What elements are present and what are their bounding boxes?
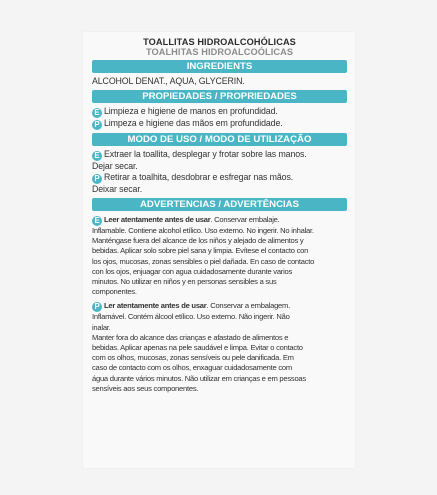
properties-pt-text: Limpeza e higiene das mãos em profundidade. bbox=[104, 118, 283, 128]
warnings-pt-line5: bebidas. Aplicar apenas na pele saudável e limpa. Evitar o contacto bbox=[92, 343, 303, 353]
label-content bbox=[92, 37, 347, 394]
warnings-es bbox=[92, 215, 347, 297]
warnings-pt-line4: Manter fora do alcance das crianças e afastado de alimentos e bbox=[92, 332, 289, 342]
warnings-header: ADVERTENCIAS / ADVERTÊNCIAS bbox=[92, 198, 347, 211]
warnings-pt-line1 bbox=[92, 301, 347, 312]
portuguese-badge-icon: P bbox=[92, 174, 102, 184]
warnings-pt-line6: com os olhos, mucosas, zonas sensíveis ou pele danificada. Em bbox=[92, 353, 294, 363]
properties-pt bbox=[92, 118, 347, 130]
warnings-es-line3: Manténgase fuera del alcance de los niños y alejado de alimentos y bbox=[92, 236, 304, 246]
warnings-es-line4: bebidas. Aplicar solo sobre piel sana y limpia. Evítese el contacto con bbox=[92, 246, 309, 256]
warnings-pt bbox=[92, 301, 347, 394]
spanish-badge-icon: E bbox=[92, 151, 102, 161]
usage-pt bbox=[92, 172, 347, 184]
warnings-es-line5: los ojos, mucosas, zonas sensibles o piel dañada. En caso de contacto bbox=[92, 256, 315, 266]
portuguese-badge-icon: P bbox=[92, 302, 102, 312]
warnings-es-bold: Leer atentamente antes de usar bbox=[104, 215, 211, 224]
spanish-badge-icon: E bbox=[92, 216, 102, 226]
usage-pt-line1: Retirar a toalhita, desdobrar e esfregar nas mãos. bbox=[104, 172, 294, 182]
usage-pt-line2: Deixar secar. bbox=[92, 184, 143, 194]
warnings-es-line6: con los ojos, enjuagar con agua cuidadosamente durante varios bbox=[92, 266, 293, 276]
warnings-es-line1-rest: . Conservar embalaje. bbox=[210, 215, 280, 224]
warnings-pt-line2: Inflamável. Contém álcool etílico. Uso externo. Não ingerir. Não bbox=[92, 312, 290, 322]
usage-es-line1: Extraer la toallita, desplegar y frotar sobre las manos. bbox=[104, 149, 307, 159]
ingredients-text: ALCOHOL DENAT., AQUA, GLYCERIN. bbox=[92, 76, 245, 86]
warnings-pt-bold: Ler atentamente antes de usar bbox=[104, 301, 207, 311]
warnings-es-line1 bbox=[92, 215, 347, 226]
warnings-pt-line7: caso de contacto com os olhos, enxaguar cuidadosamente com bbox=[92, 363, 292, 373]
usage-es-line2: Dejar secar. bbox=[92, 161, 138, 171]
portuguese-badge-icon: P bbox=[92, 120, 102, 130]
warnings-es-line2: Inflamable. Contiene alcohol etílico. Uso externo. No ingerir. No inhalar. bbox=[92, 226, 314, 235]
ingredients-header: INGREDIENTS bbox=[92, 60, 347, 73]
properties-es-text: Limpieza e higiene de manos en profundidad. bbox=[104, 106, 278, 116]
product-label bbox=[83, 32, 355, 468]
product-subtitle: TOALHITAS HIDROALCOÓLICAS bbox=[145, 47, 294, 57]
warnings-pt-line3: inalar. bbox=[92, 322, 111, 332]
usage-header: MODO DE USO / MODO DE UTILIZAÇÃO bbox=[92, 133, 347, 146]
product-title: TOALLITAS HIDROALCOHÓLICAS bbox=[143, 37, 296, 47]
warnings-pt-line1-rest: . Conservar a embalagem. bbox=[206, 301, 290, 311]
properties-es bbox=[92, 106, 347, 118]
properties-header: PROPIEDADES / PROPRIEDADES bbox=[92, 90, 347, 103]
warnings-pt-line9: sensíveis aos seus componentes. bbox=[92, 383, 199, 393]
warnings-pt-line8: água durante vários minutos. Não utilizar em crianças e em pessoas bbox=[92, 373, 306, 383]
spanish-badge-icon: E bbox=[92, 108, 102, 118]
warnings-es-line7: minutos. No utilizar en niños y en personas sensibles a sus bbox=[92, 277, 277, 287]
warnings-es-line8: componentes. bbox=[92, 287, 137, 297]
usage-es bbox=[92, 149, 347, 161]
